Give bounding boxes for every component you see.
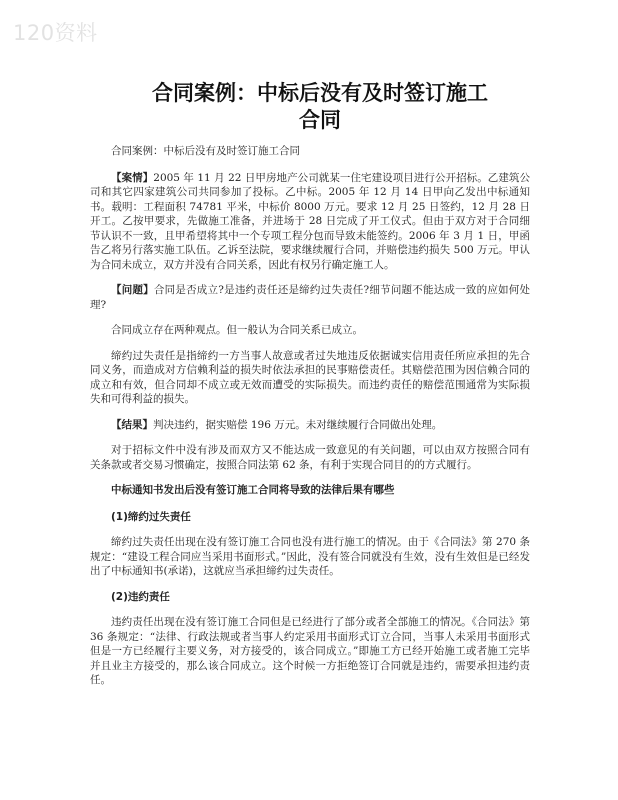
case-paragraph <box>90 171 530 273</box>
tender-paragraph: 对于招标文件中没有涉及而双方又不能达成一致意见的有关问题，可以由双方按照合同有关条款或者交易习惯确定，按照合同法第 62 条，有利于实现合同目的的方式履行。 <box>90 444 530 471</box>
question-paragraph <box>90 283 530 312</box>
question-tag: 【问题】 <box>111 284 154 296</box>
title-line-2: 合同 <box>299 108 341 132</box>
case-tag: 【案情】 <box>111 171 154 184</box>
watermark: 120资料 <box>13 21 98 45</box>
section-2-heading: (2)违约责任 <box>111 590 170 603</box>
case-text: 2005 年 11 月 22 日甲房地产公司就某一住宅建设项目进行公开招标。乙建筑公司和其它四家建筑公司共同参加了投标。乙中标。2005 年 12 月 14 日甲向乙发出中标通知书。载明：工程面积 74781 平米，中标价 8000 万元。要求 12 月 25 日签约，12 月 28 日开工。乙按甲要求，先做施工准备，并进场于 28 日完成了开工仪式。但由于双方对于合同细节认识不一致，且甲希望将其中一个专项工程分包而导致未能签约。2006 年 3 月 1 日，甲函告乙将另行落实施工队伍。乙诉至法院，要求继续履行合同，并赔偿违约损失 500 万元。甲认为合同未成立，双方并没有合同关系，因此有权另行确定施工人。 <box>90 171 531 271</box>
title-line-1: 合同案例：中标后没有及时签订施工 <box>152 81 488 105</box>
document-body <box>90 144 530 699</box>
result-tag: 【结果】 <box>111 418 153 431</box>
subtitle: 合同案例：中标后没有及时签订施工合同 <box>111 145 300 157</box>
result-paragraph <box>90 418 530 433</box>
page-title <box>110 80 530 134</box>
section-2-paragraph: 违约责任出现在没有签订施工合同但是已经进行了部分或者全部施工的情况。《合同法》第 36 条规定：“法律、行政法规或者当事人约定采用书面形式订立合同，当事人未采用书面形式但是一方已经履行主要义务，对方接受的，该合同成立。”即施工方已经开始施工或者施工完毕并且业主方接受的，那么该合同成立。这个时候一方拒绝签订合同就是违约，需要承担违约责任。 <box>90 616 530 686</box>
result-text: 判决违约，据实赔偿 196 万元。未对继续履行合同做出处理。 <box>153 418 443 431</box>
culpa-paragraph: 缔约过失责任是指缔约一方当事人故意或者过失地违反依据诚实信用责任所应承担的先合同义务，而造成对方信赖利益的损失时依法承担的民事赔偿责任。其赔偿范围为因信赖合同的成立和有效，但合同却不成立或无效而遭受的实际损失。而违约责任的赔偿范围通常为实际损失和可得利益的损失。 <box>90 349 530 405</box>
question-text: 合同是否成立?是违约责任还是缔约过失责任?细节问题不能达成一致的应如何处理? <box>90 284 531 311</box>
consequences-heading: 中标通知书发出后没有签订施工合同将导致的法律后果有哪些 <box>111 484 395 496</box>
section-1-paragraph: 缔约过失责任出现在没有签订施工合同也没有进行施工的情况。由于《合同法》第 270 条规定：“建设工程合同应当采用书面形式。”因此，没有签合同就没有生效，没有生效但是已经发出了中标通知书(承诺)，这就应当承担缔约过失责任。 <box>90 536 530 577</box>
views-paragraph: 合同成立存在两种观点。但一般认为合同关系已成立。 <box>111 324 363 336</box>
section-1-heading: (1)缔约过失责任 <box>111 510 191 523</box>
